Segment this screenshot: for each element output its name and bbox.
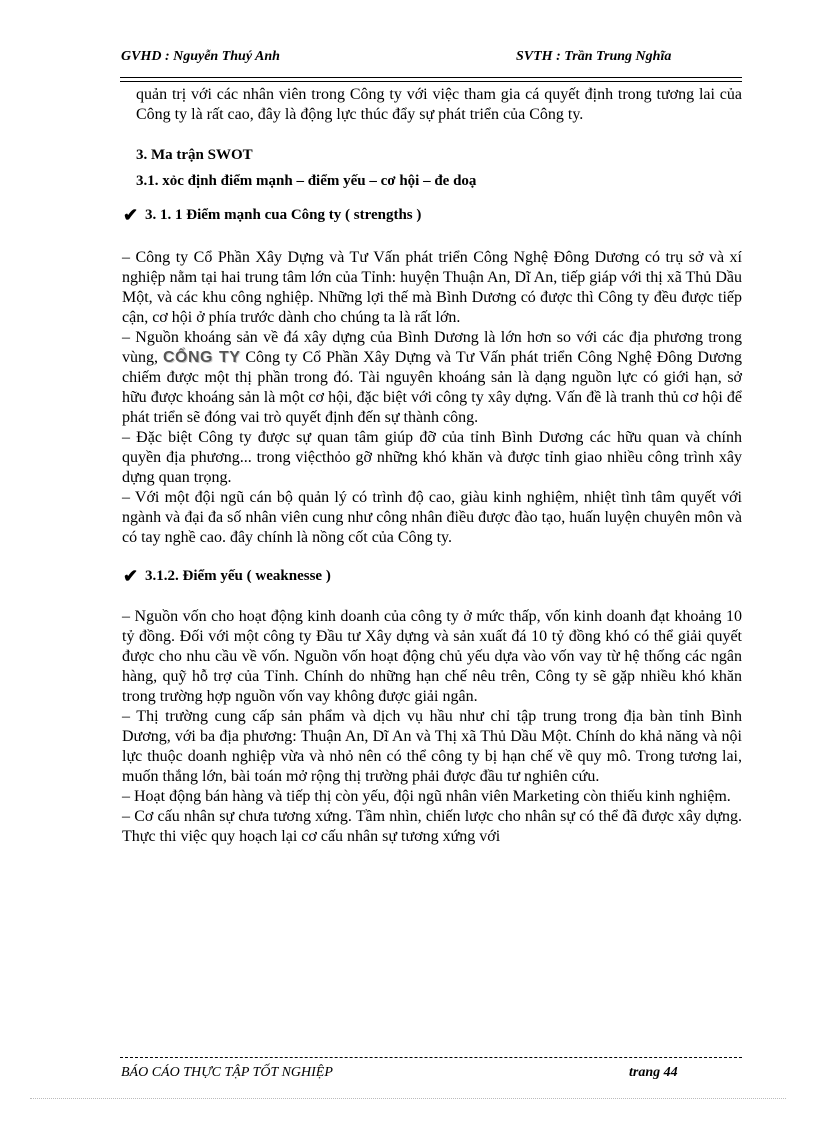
page-content	[122, 85, 743, 847]
footer-page-number: trang 44	[629, 1065, 678, 1080]
footer-report-title: BÁO CÁO THỰC TẬP TỐT NGHIỆP	[121, 1065, 333, 1080]
strengths-title: 3. 1. 1 Điểm mạnh cua Công ty ( strengths )	[145, 207, 422, 223]
weaknesses-paragraph-2: – Thị trường cung cấp sản phẩm và dịch vụ hầu như chỉ tập trung trong địa bàn tỉnh Bình Dương, với ba địa phương: Thuận An, Dĩ An và Thị xã Thủ Dầu Một. Chính do khả năng và nội lực thuộc doanh nghiệp vừa và nhỏ nên có thể công ty bị hạn chế về quy mô. Trong tương lai, muốn thắng lớn, bài toán mở rộng thị trường phải được đầu tư nghiên cứu.	[122, 708, 742, 785]
footer-rule	[120, 1057, 742, 1058]
strengths-paragraph-4: – Với một đội ngũ cán bộ quản lý có trình độ cao, giàu kinh nghiệm, nhiệt tình tâm quyết với ngành và đại đa số nhân viên cung như công nhân điều được đào tạo, huấn luyện chuyên môn và có tay nghề cao. đây chính là nồng cốt của Công ty.	[122, 489, 742, 546]
weaknesses-body	[122, 607, 742, 847]
strengths-heading	[123, 205, 742, 226]
header-rule-top	[120, 77, 742, 78]
intro-paragraph: quản trị với các nhân viên trong Công ty với việc tham gia cá quyết định trong tương lai của Công ty là rất cao, đây là động lực thúc đẩy sự phát triển của Công ty.	[136, 86, 742, 123]
strengths-paragraph-2-start: – Nguồn khoáng sản về đá xây dựng của Bình Dương là lớn hơn so với các địa phương trong vùng,	[122, 329, 742, 366]
header-rule-bottom	[120, 81, 742, 82]
strengths-body	[122, 248, 742, 548]
header-instructor: GVHD : Nguyễn Thuý Anh	[121, 49, 280, 64]
weaknesses-paragraph-4: – Cơ cấu nhân sự chưa tương xứng. Tầm nhìn, chiến lược cho nhân sự có thể đã được xây dựng. Thực thi việc quy hoạch lại cơ cấu nhân sự tương xứng với	[122, 808, 742, 845]
subsection-title: 3.1. xỏc định điểm mạnh – điểm yếu – cơ hội – đe doạ	[136, 173, 477, 189]
section-title: 3. Ma trận SWOT	[136, 147, 253, 163]
weaknesses-title: 3.1.2. Điểm yếu ( weaknesse )	[145, 568, 331, 584]
strengths-paragraph-3: – Đặc biệt Công ty được sự quan tâm giúp đỡ của tỉnh Bình Dương các hữu quan và chính quyền địa phương... trong việcthỏo gỡ những khó khăn và được tỉnh giao nhiều công trình xây dựng quan trọng.	[122, 429, 742, 486]
weaknesses-paragraph-3: – Hoạt động bán hàng và tiếp thị còn yếu, đội ngũ nhân viên Marketing còn thiếu kinh nghiệm.	[122, 788, 731, 805]
strengths-paragraph-2	[122, 328, 742, 428]
strengths-paragraph-1: – Công ty Cổ Phần Xây Dựng và Tư Vấn phát triển Công Nghệ Đông Dương có trụ sở và xí nghiệp nằm tại hai trung tâm lớn của Tỉnh: huyện Thuận An, Dĩ An, tiếp giáp với thị xã Thủ Dầu Một, và các khu công nghiệp. Những lợi thế mà Bình Dương có được thì Công ty đều được tiếp cận, cơ hội ở phía trước dành cho chúng ta là rất lớn.	[122, 249, 742, 326]
header-student: SVTH : Trần Trung Nghĩa	[516, 49, 672, 64]
weaknesses-paragraph-1: – Nguồn vốn cho hoạt động kinh doanh của công ty ở mức thấp, vốn kinh doanh đạt khoảng 10 tỷ đồng. Đối với một công ty Đầu tư Xây dựng và sản xuất đá 10 tỷ đồng khó có thể giải quyết được cho nhu cầu về vốn. Nguồn vốn hoạt động chủ yếu dựa vào vốn vay từ hệ thống các ngân hàng, quỹ hỗ trợ của Tỉnh. Chính do những hạn chế nêu trên, Công ty sẽ gặp nhiều khó khăn trong trường hợp nguồn vốn vay không được giải ngân.	[122, 608, 742, 705]
weaknesses-heading	[123, 566, 742, 587]
strengths-paragraph-2-end: Công ty Cổ Phần Xây Dựng và Tư Vấn phát triển Công Nghệ Đông Dương chiếm được một thị phần trong đó. Tài nguyên khoáng sản là dạng nguồn lực có giới hạn, sở hữu được khoáng sản là một cơ hội, đặc biệt với công ty xây dựng. Vấn đề là tranh thủ cơ hội để phát triển sẽ đóng vai trò quyết định đến sự thành công.	[122, 349, 743, 426]
page-bottom-border	[30, 1098, 786, 1099]
checkmark-icon: ✔	[123, 566, 139, 586]
checkmark-icon: ✔	[123, 205, 139, 225]
company-stamp: CỔNG TY	[163, 349, 241, 366]
